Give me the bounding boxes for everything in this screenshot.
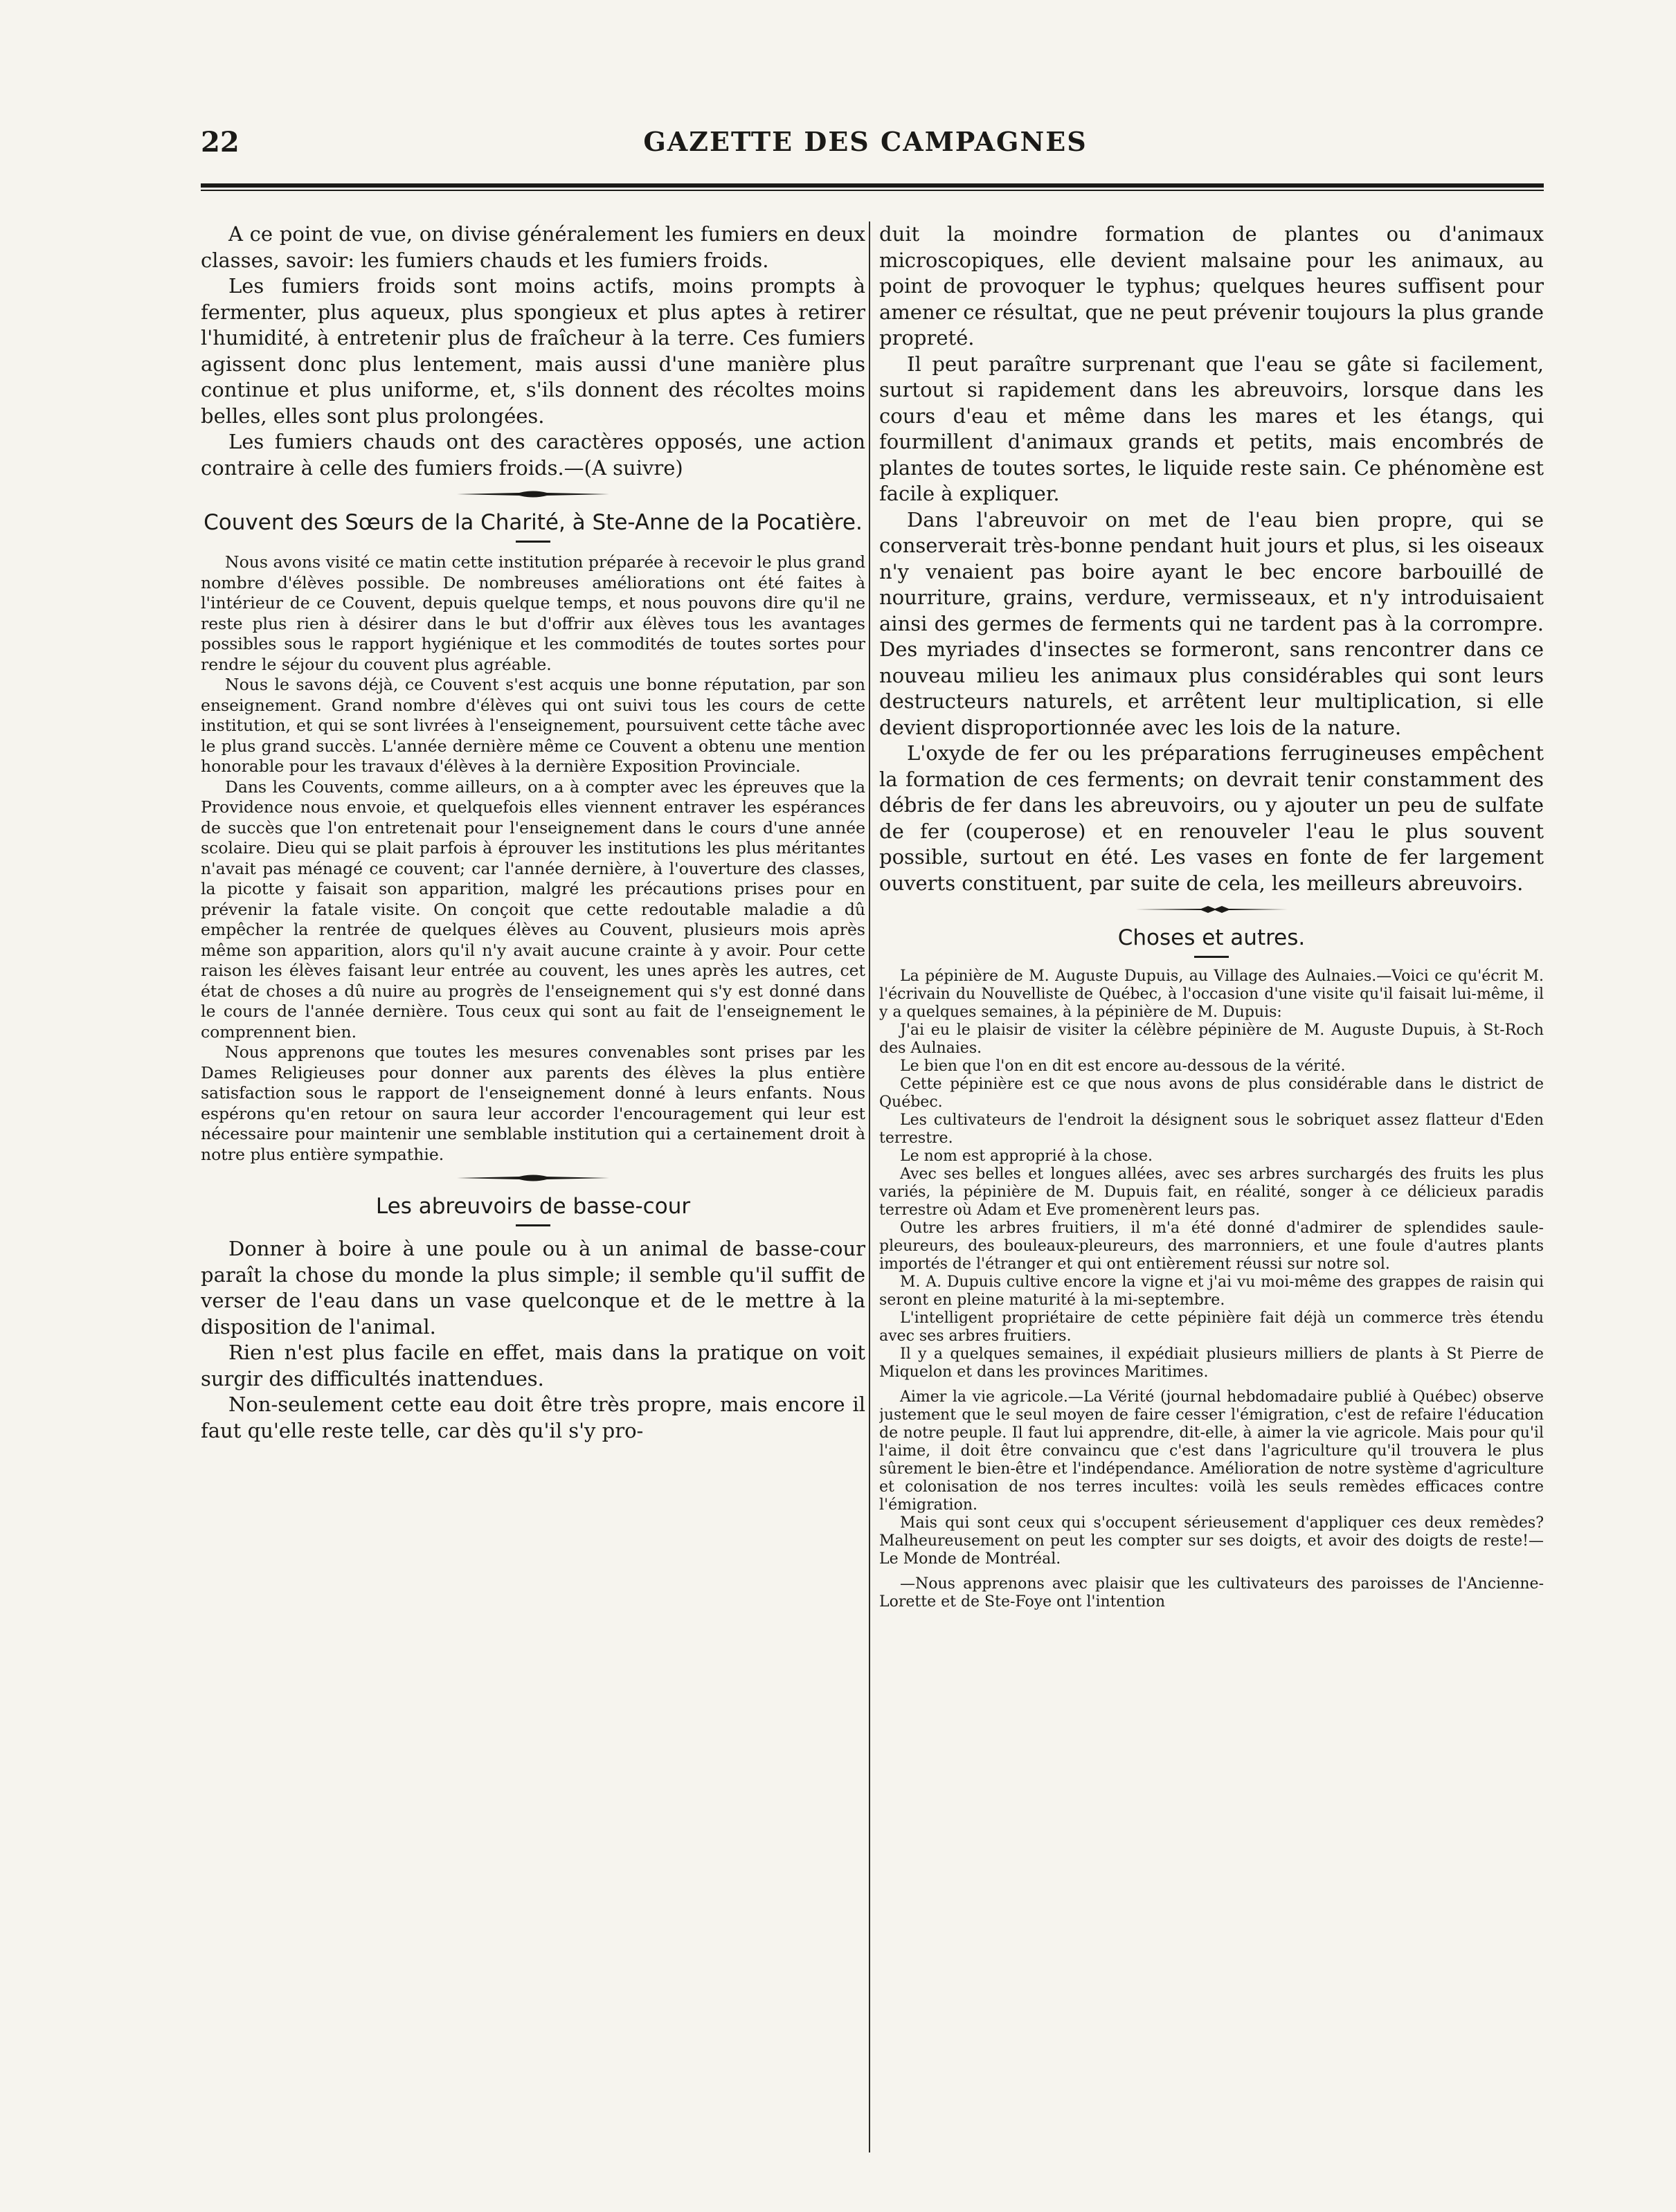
paragraph: Il peut paraître surprenant que l'eau se gâte si facilement, surtout si rapidement dans les abreuvoirs, lorsque dans les cours d'eau et même dans les mares et les étangs, qui fourmillent d'animaux grands et petits, mais encombrés de plantes de toutes sortes, le liquide reste sain. Ce phénomène est facile à expliquer. xyxy=(879,352,1544,505)
paragraph: Le nom est approprié à la chose. xyxy=(900,1148,1153,1165)
paragraph: Dans les Couvents, comme ailleurs, on a à compter avec les épreuves que la Providence nous envoie, et quelquefois elles viennent entraver les espérances de succès que l'on entretenait pour l'enseignement dans le cours d'une année scolaire. Dieu qui se plait parfois à éprouver les institutions les plus méritantes n'avait pas ménagé ce couvent; car l'année dernière, à l'ouverture des classes, la picotte y faisait son apparition, malgré les précautions prises pour en prévenir la fatale visite. On conçoit que cette redoutable maladie a dû empêcher la rentrée de quelques élèves au Couvent, plusieurs mois après même son apparition, alors qu'il n'y avait aucune crainte à y avoir. Pour cette raison les élèves faisant leur entrée au couvent, les unes après les autres, cet état de choses a dû nuire au progrès de l'enseignement qui s'y est donné dans le cours de l'année dernière. Tous ceux qui sont au fait de l'enseignement le comprennent bien. xyxy=(201,777,865,1042)
page-number: 22 xyxy=(201,126,240,158)
title-dash xyxy=(516,541,550,543)
paragraph: Les fumiers chauds ont des caractères opposés, une action contraire à celle des fumiers froids.—(A suivre) xyxy=(201,430,865,480)
paragraph: Rien n'est plus facile en effet, mais dans la pratique on voit surgir des difficultés inattendues. xyxy=(201,1341,865,1390)
paragraph: Donner à boire à une poule ou à un animal de basse-cour paraît la chose du monde la plus simple; il semble qu'il suffit de verser de l'eau dans un vase quelconque et de le mettre à la disposition de l'animal. xyxy=(201,1237,865,1339)
paragraph: Non-seulement cette eau doit être très propre, mais encore il faut qu'elle reste telle, car dès qu'il s'y pro- xyxy=(201,1393,865,1442)
paragraph: L'oxyde de fer ou les préparations ferrugineuses empêchent la formation de ces ferments; on devrait tenir constamment des débris de fer dans les abreuvoirs, ou y ajouter un peu de sulfate de fer (couperose) et en renouveler l'eau le plus souvent possible, surtout en été. Les vases en fonte de fer largement ouverts constituent, par suite de cela, les meilleurs abreuvoirs. xyxy=(879,741,1544,895)
title-dash xyxy=(516,1224,550,1226)
section-separator-ornament xyxy=(457,1173,609,1183)
abreuvoirs-article-continued xyxy=(879,221,1544,896)
convent-article xyxy=(201,552,865,1165)
paragraph: Nous avons visité ce matin cette institution préparée à recevoir le plus grand nombre d'élèves possible. De nombreuses améliorations ont été faites à l'intérieur de ce Couvent, depuis quelque temps, et nous pouvons dire qu'il ne reste plus rien à désirer dans le but d'offrir aux élèves tous les avantages possibles sous le rapport hygiénique et les commodités de toutes sortes pour rendre le séjour du couvent plus agréable. xyxy=(201,552,865,674)
abreuvoirs-section-title: Les abreuvoirs de basse-cour xyxy=(375,1194,691,1219)
paragraph: Nous apprenons que toutes les mesures convenables sont prises par les Dames Religieuses pour donner aux parents des élèves la plus entière satisfaction sous le rapport de l'enseignement donné à leurs enfants. Nous espérons qu'en retour on saura leur accorder l'encouragement qui leur est nécessaire pour maintenir une semblable institution qui a certainement droit à notre plus entière sympathie. xyxy=(201,1042,865,1164)
choses-section-title: Choses et autres. xyxy=(1117,925,1306,950)
paragraph: Avec ses belles et longues allées, avec ses arbres surchargés des fruits les plus variés, la pépinière de M. Dupuis fait, en réalité, songer à ce délicieux paradis terrestre où Adam et Eve promenèrent leurs pas. xyxy=(879,1166,1544,1219)
page-header xyxy=(187,118,1544,166)
paragraph: —Nous apprenons avec plaisir que les cultivateurs des paroisses de l'Ancienne-Lorette et de Ste-Foye ont l'intention xyxy=(879,1575,1544,1611)
paragraph: La pépinière de M. Auguste Dupuis, au Village des Aulnaies.—Voici ce qu'écrit M. l'écrivain du Nouvelliste de Québec, à l'occasion d'une visite qu'il faisait lui-même, il y a quelques semaines, à la pépinière de M. Dupuis: xyxy=(879,968,1544,1021)
newspaper-page xyxy=(187,118,1544,2180)
paragraph: duit la moindre formation de plantes ou d'animaux microscopiques, elle devient malsaine pour les animaux, au point de provoquer le typhus; quelques heures suffisent pour amener ce résultat, que ne peut prévenir toujours la plus grande propreté. xyxy=(879,222,1544,350)
choses-article xyxy=(879,968,1544,1611)
manure-article xyxy=(201,221,865,481)
header-rule-thin xyxy=(201,190,1544,191)
right-column xyxy=(879,221,1544,2173)
header-rule-thick xyxy=(201,183,1544,188)
paragraph: Le bien que l'on en dit est encore au-dessous de la vérité. xyxy=(900,1058,1346,1075)
spacer xyxy=(879,1568,1544,1575)
section-separator-ornament xyxy=(457,489,609,499)
left-column xyxy=(201,221,865,2173)
running-title: GAZETTE DES CAMPAGNES xyxy=(643,126,1088,157)
paragraph: Les cultivateurs de l'endroit la désignent sous le sobriquet assez flatteur d'Eden terrestre. xyxy=(879,1112,1544,1147)
paragraph: Outre les arbres fruitiers, il m'a été donné d'admirer de splendides saule-pleureurs, des bouleaux-pleureurs, des marronniers, et une foule d'autres plants importés de l'étranger et qui ont entièrement réussi sur notre sol. xyxy=(879,1220,1544,1273)
section-separator-ornament xyxy=(1135,905,1288,914)
paragraph: Cette pépinière est ce que nous avons de plus considérable dans le district de Québec. xyxy=(879,1076,1544,1111)
paragraph: L'intelligent propriétaire de cette pépinière fait déjà un commerce très étendu avec ses arbres fruitiers. xyxy=(879,1309,1544,1345)
paragraph: Les fumiers froids sont moins actifs, moins prompts à fermenter, plus aqueux, plus spongieux et plus aptes à retirer l'humidité, à entretenir plus de fraîcheur à la terre. Ces fumiers agissent donc plus lentement, mais aussi d'une manière plus continue et plus uniforme, et, s'ils donnent des récoltes moins belles, elles sont plus prolongées. xyxy=(201,274,865,428)
paragraph: Dans l'abreuvoir on met de l'eau bien propre, qui se conserverait très-bonne pendant huit jours et plus, si les oiseaux n'y venaient pas boire ayant le bec encore barbouillé de nourriture, grains, verdure, vermisseaux, et n'y introduisaient ainsi des germes de ferments qui ne tardent pas à la corrompre. Des myriades d'insectes se formeront, sans rencontrer dans ce nouveau milieu les animaux plus considérables qui sont leurs destructeurs naturels, et arrêtent leur multiplication, si elle devient disproportionnée avec les lois de la nature. xyxy=(879,507,1544,739)
convent-section-title: Couvent des Sœurs de la Charité, à Ste-Anne de la Pocatière. xyxy=(204,510,863,535)
abreuvoirs-article xyxy=(201,1236,865,1444)
paragraph: A ce point de vue, on divise généralement les fumiers en deux classes, savoir: les fumiers chauds et les fumiers froids. xyxy=(201,222,865,272)
title-dash xyxy=(1194,956,1229,958)
paragraph: Il y a quelques semaines, il expédiait plusieurs milliers de plants à St Pierre de Miquelon et dans les provinces Maritimes. xyxy=(879,1345,1544,1381)
spacer xyxy=(879,1381,1544,1388)
column-divider xyxy=(869,221,870,2152)
paragraph: Nous le savons déjà, ce Couvent s'est acquis une bonne réputation, par son enseignement. Grand nombre d'élèves qui ont suivi tous les cours de cette institution, et qui se sont livrées à l'enseignement, poursuivent cette tâche avec le plus grand succès. L'année dernière même ce Couvent a obtenu une mention honorable pour les travaux d'élèves à la dernière Exposition Provinciale. xyxy=(201,675,865,776)
paragraph: M. A. Dupuis cultive encore la vigne et j'ai vu moi-même des grappes de raisin qui seront en pleine maturité à la mi-septembre. xyxy=(879,1273,1544,1309)
paragraph: Mais qui sont ceux qui s'occupent sérieusement d'appliquer ces deux remèdes? Malheureusement on peut les compter sur ses doigts, et avoir des doigts de reste!—Le Monde de Montréal. xyxy=(879,1514,1544,1568)
paragraph: J'ai eu le plaisir de visiter la célèbre pépinière de M. Auguste Dupuis, à St-Roch des Aulnaies. xyxy=(879,1022,1544,1057)
paragraph: Aimer la vie agricole.—La Vérité (journal hebdomadaire publié à Québec) observe justement que le seul moyen de faire cesser l'émigration, c'est de refaire l'éducation de notre peuple. Il faut lui apprendre, dit-elle, à aimer la vie agricole. Mais pour qu'il l'aime, il doit être convaincu que c'est dans l'agriculture qu'il trouvera le plus sûrement le bien-être et l'indépendance. Amélioration de notre système d'agriculture et colonisation de nos terres incultes: voilà les seuls remèdes efficaces contre l'émigration. xyxy=(879,1388,1544,1514)
